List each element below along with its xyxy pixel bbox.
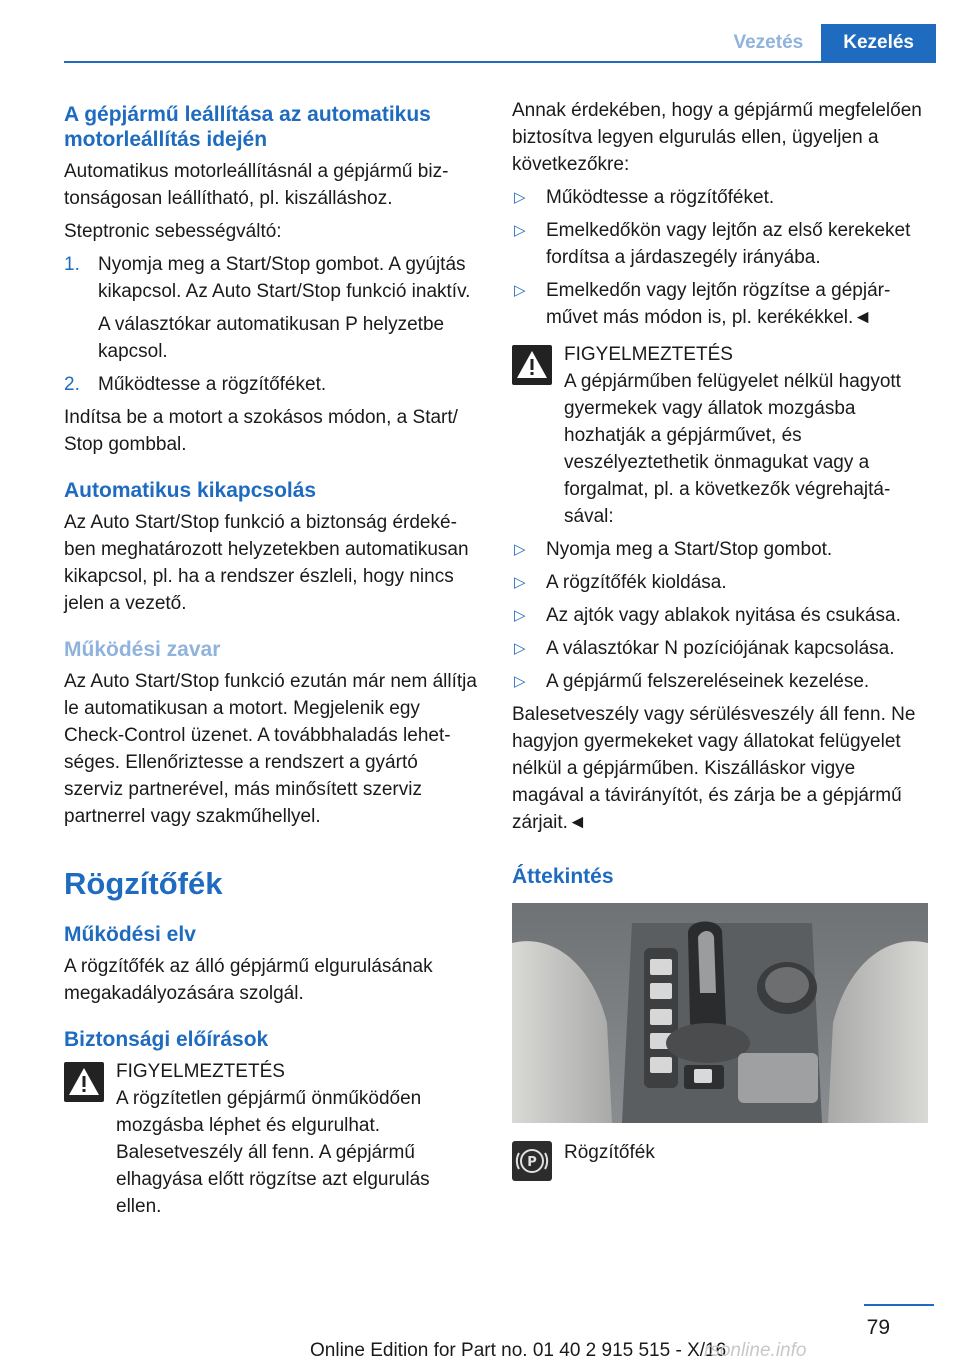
- triangle-bullet-icon: ▷: [514, 574, 526, 591]
- triangle-bullet-icon: ▷: [514, 282, 526, 299]
- list-item: [512, 536, 930, 563]
- parking-brake-label: Rögzítőfék: [564, 1142, 655, 1163]
- triangle-bullet-icon: ▷: [514, 607, 526, 624]
- footer-rule: [864, 1304, 934, 1306]
- paragraph: Annak érdekében, hogy a gépjármű megfelelően biztosítva legyen elgurulás ellen, ügyeljen a következőkre:: [512, 100, 922, 175]
- paragraph: Steptronic sebességváltó:: [64, 221, 282, 242]
- triangle-bullet-icon: ▷: [514, 673, 526, 690]
- triangle-bullet-icon: ▷: [514, 640, 526, 657]
- edition-footer: Online Edition for Part no. 01 40 2 915 515 - X/16: [310, 1340, 727, 1361]
- warning-block: [512, 341, 930, 530]
- paragraph: Az Auto Start/Stop funkció a biztonság érdekében meghatározott helyzetekben automatikusan kikapcsol, pl. ha a rendszer észleli, hogy nincs jelen a vezető.: [64, 512, 469, 614]
- paragraph: A rögzítőfék az álló gépjármű elgurulásának megakadályozására szolgál.: [64, 956, 433, 1004]
- list-item: [512, 277, 930, 331]
- list-item-text: A gépjármű felszereléseinek kezelése.: [546, 671, 870, 692]
- section-title-auto-stop-parking: A gépjármű leállítása az automatikus motorleállítás idején: [64, 103, 431, 151]
- triangle-bullet-icon: ▷: [514, 541, 526, 558]
- section-title-safety: Biztonsági előírások: [64, 1028, 269, 1051]
- bullet-list: [512, 536, 930, 695]
- paragraph: Automatikus motorleállításnál a gépjármű biztonságosan leállítható, pl. kiszálláshoz.: [64, 161, 449, 209]
- paragraph: Az Auto Start/Stop funkció ezután már nem állítja le automatikusan a motort. Megjelenik egy Check-Control üzenet. A továbbhaladás lehetséges. Ellenőriztesse a rendszert a gyártó szerviz partnerével, más minősített szerviz partnerrel vagy szakműhellyel.: [64, 671, 477, 827]
- bullet-list: [512, 184, 930, 331]
- list-item-text: A választókar N pozíciójának kapcsolása.: [546, 638, 895, 659]
- center-console-photo: [512, 903, 928, 1123]
- chapter-title-parking-brake: Rögzítőfék: [64, 866, 223, 901]
- section-title-overview: Áttekintés: [512, 865, 614, 888]
- tab-kezeles[interactable]: Kezelés: [821, 24, 936, 62]
- watermark: rsonline.info: [704, 1340, 807, 1361]
- list-number: 1.: [64, 254, 80, 275]
- paragraph: Indítsa be a motort a szokásos módon, a Start/ Stop gombbal.: [64, 407, 458, 455]
- right-column: [512, 97, 930, 1183]
- section-title-auto-deactivation: Automatikus kikapcsolás: [64, 479, 317, 502]
- list-item: [512, 569, 930, 596]
- section-title-malfunction: Működési zavar: [64, 638, 221, 661]
- warning-block: [64, 1058, 480, 1220]
- warning-title: FIGYELMEZTETÉS: [116, 1061, 285, 1082]
- warning-triangle-icon: [512, 345, 552, 385]
- triangle-bullet-icon: ▷: [514, 189, 526, 206]
- list-item-text: Az ajtók vagy ablakok nyitása és csukása.: [546, 605, 901, 626]
- parking-brake-icon: [512, 1141, 552, 1181]
- numbered-list: [64, 251, 480, 398]
- tab-vezetes[interactable]: Vezetés: [715, 24, 821, 62]
- list-number: 2.: [64, 374, 80, 395]
- list-item-text: Működtesse a rögzítőféket.: [98, 374, 327, 395]
- parking-brake-legend: [512, 1139, 930, 1183]
- list-item-subtext: A választókar automatikusan P helyzetbe kapcsol.: [98, 314, 445, 362]
- list-item-text: Működtesse a rögzítőféket.: [546, 187, 775, 208]
- list-item: [512, 635, 930, 662]
- header-rule: [64, 61, 936, 63]
- list-item: [512, 602, 930, 629]
- list-item: [512, 668, 930, 695]
- warning-triangle-icon: [64, 1062, 104, 1102]
- triangle-bullet-icon: ▷: [514, 222, 526, 239]
- header-tabs: [715, 24, 936, 62]
- list-item: [64, 251, 480, 365]
- warning-title: FIGYELMEZTETÉS: [564, 344, 733, 365]
- list-item-text: Nyomja meg a Start/Stop gombot.: [546, 539, 833, 560]
- list-item: [512, 184, 930, 211]
- page-number: 79: [866, 1316, 890, 1339]
- list-item-text: Emelkedőkön vagy lejtőn az első kerekeket fordítsa a járdaszegély irányába.: [546, 220, 911, 268]
- section-title-operating-principle: Működési elv: [64, 923, 196, 946]
- list-item-text: A rögzítőfék kioldása.: [546, 572, 727, 593]
- warning-text: A rögzítetlen gépjármű önműködően mozgásba léphet és elgurulhat. Balesetveszély áll fenn. A gépjármű elhagyása előtt rögzítse azt elgurulás ellen.: [116, 1088, 430, 1217]
- svg-text:P: P: [527, 1155, 537, 1170]
- warning-text: A gépjárműben felügyelet nélkül hagyott gyermekek vagy állatok mozgásba hozhatják a gépjárművet, és veszélyeztethetik önmagukat vagy a forgalmat, pl. a következők végrehajtásával:: [564, 371, 901, 527]
- list-item-text: Emelkedőn vagy lejtőn rögzítse a gépjárművet más módon is, pl. kerékékkel.◄: [546, 280, 891, 328]
- list-item: [512, 217, 930, 271]
- list-item-text: Nyomja meg a Start/Stop gombot. A gyújtás kikapcsol. Az Auto Start/Stop funkció inaktív.: [98, 254, 471, 302]
- paragraph: Balesetveszély vagy sérülésveszély áll fenn. Ne hagyjon gyermekeket vagy állatokat felügyelet nélkül a gépjárműben. Kiszálláskor vigye magával a távirányítót, és zárja be a gépjármű zárjait.◄: [512, 704, 916, 833]
- left-column: [64, 102, 480, 1220]
- list-item: [64, 371, 480, 398]
